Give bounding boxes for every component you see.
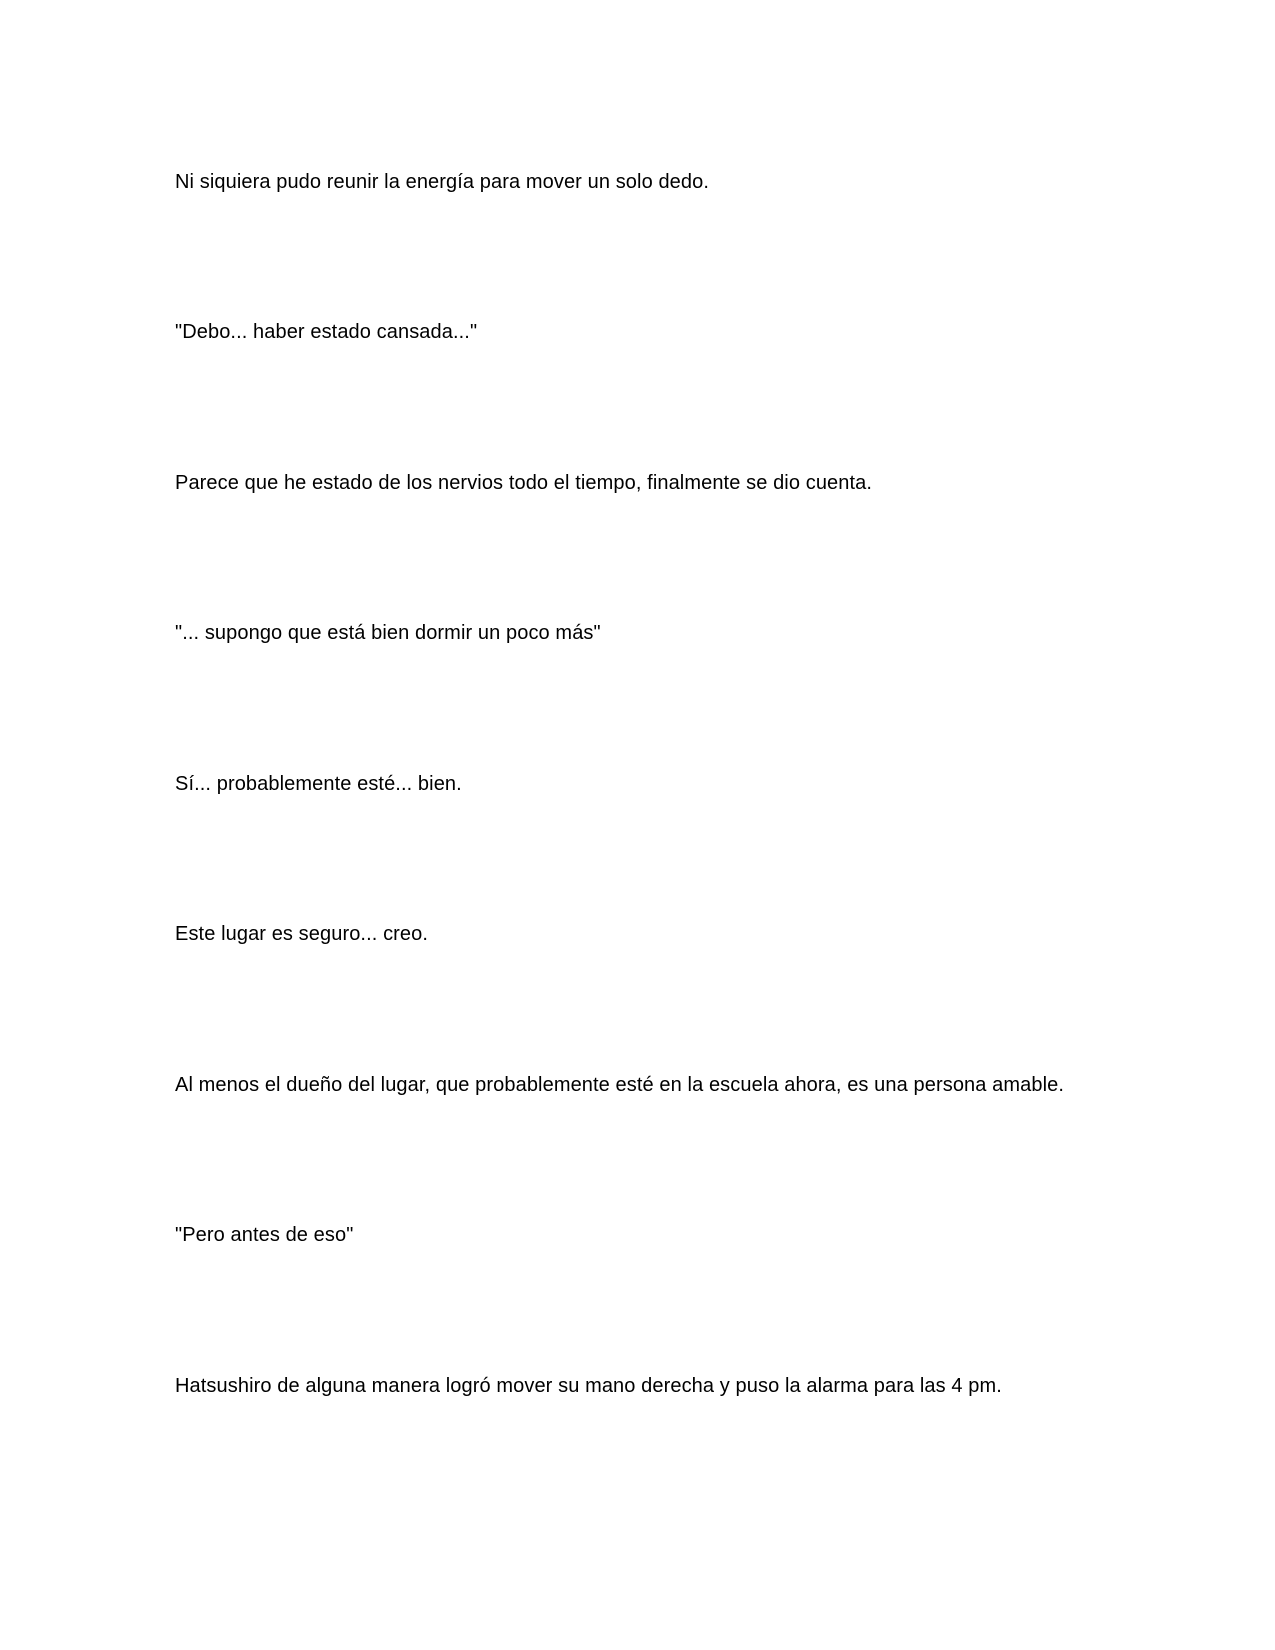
paragraph-1: Ni siquiera pudo reunir la energía para mover un solo dedo. bbox=[175, 171, 709, 193]
paragraph-5: Sí... probablemente esté... bien. bbox=[175, 773, 462, 795]
paragraph-9: Hatsushiro de alguna manera logró mover su mano derecha y puso la alarma para las 4 pm. bbox=[175, 1375, 1002, 1397]
paragraph-2: "Debo... haber estado cansada..." bbox=[175, 321, 478, 343]
paragraph-8: "Pero antes de eso" bbox=[175, 1224, 354, 1246]
paragraph-7: Al menos el dueño del lugar, que probablemente esté en la escuela ahora, es una persona amable. bbox=[175, 1074, 1064, 1096]
paragraph-4: "... supongo que está bien dormir un poco más" bbox=[175, 622, 601, 644]
paragraph-3: Parece que he estado de los nervios todo el tiempo, finalmente se dio cuenta. bbox=[175, 472, 873, 494]
paragraph-6: Este lugar es seguro... creo. bbox=[175, 923, 429, 945]
